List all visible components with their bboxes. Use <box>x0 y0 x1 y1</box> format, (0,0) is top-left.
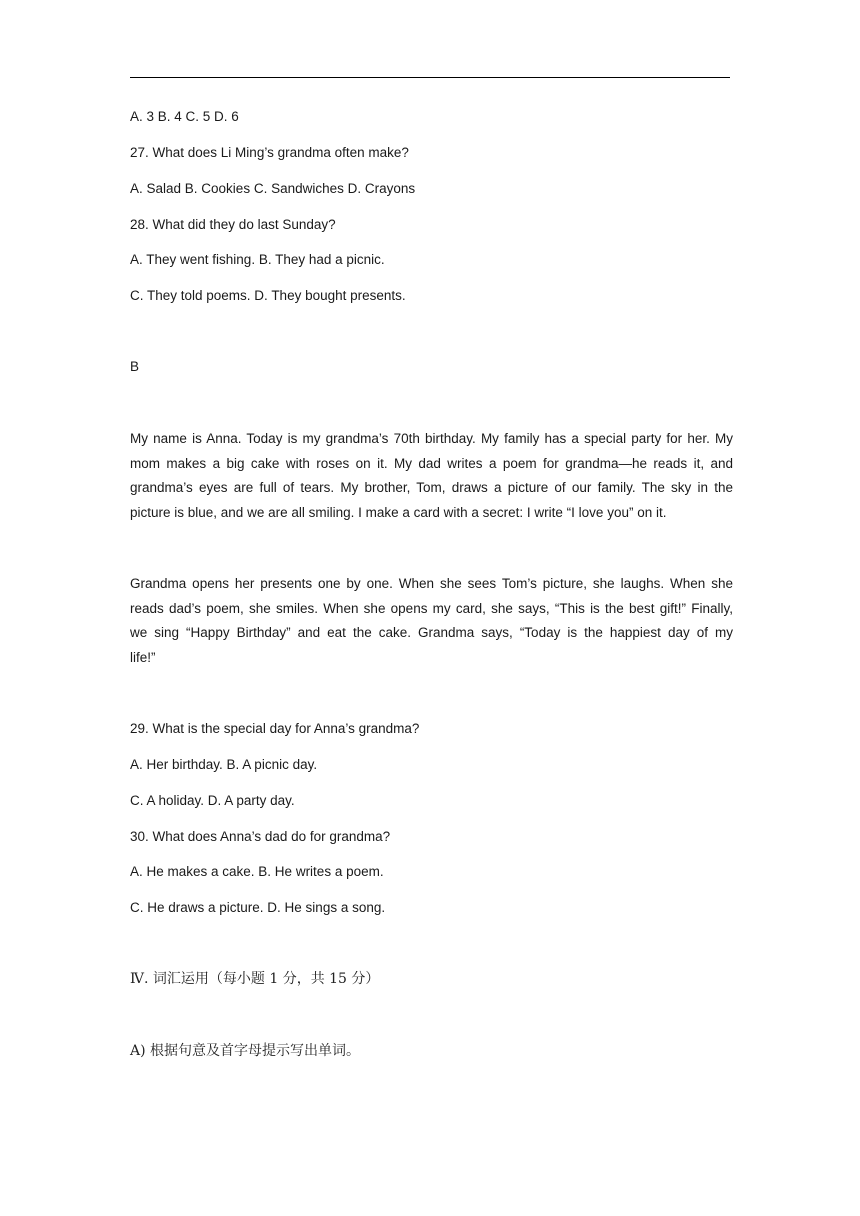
section-iv-heading: Ⅳ. 词汇运用（每小题 1 分，共 15 分） <box>130 971 380 987</box>
passage-b-paragraph-2 <box>130 572 733 670</box>
passage-line: reads dad’s poem, she smiles. When she opens my card, she says, “This is the best gift!” Finally, <box>130 600 733 616</box>
q26-options: A. 3 B. 4 C. 5 D. 6 <box>130 109 239 124</box>
q30-options-line2: C. He draws a picture. D. He sings a song. <box>130 900 386 915</box>
passage-line: we sing “Happy Birthday” and eat the cake. Grandma says, “Today is the happiest day of my <box>130 625 733 640</box>
q28-options-line1: A. They went fishing. B. They had a picnic. <box>130 252 385 267</box>
passage-line: life!” <box>130 649 156 665</box>
q28-question: 28. What did they do last Sunday? <box>130 217 336 232</box>
q29-options-line2: C. A holiday. D. A party day. <box>130 793 295 808</box>
passage-line: grandma’s eyes are full of tears. My brother, Tom, draws a picture of our family. The sky in the <box>130 480 733 495</box>
q29-options-line1: A. Her birthday. B. A picnic day. <box>130 757 318 772</box>
q30-options-line1: A. He makes a cake. B. He writes a poem. <box>130 864 384 879</box>
passage-line: My name is Anna. Today is my grandma’s 70th birthday. My family has a special party for her. My <box>130 431 733 446</box>
q27-options: A. Salad B. Cookies C. Sandwiches D. Crayons <box>130 181 416 196</box>
header-rule <box>130 77 730 78</box>
q28-options-line2: C. They told poems. D. They bought presents. <box>130 288 406 303</box>
section-b-label: B <box>130 359 140 374</box>
passage-line: mom makes a big cake with roses on it. My dad writes a poem for grandma—he reads it, and <box>130 455 733 471</box>
q27-question: 27. What does Li Ming’s grandma often make? <box>130 145 409 160</box>
q29-question: 29. What is the special day for Anna’s grandma? <box>130 721 420 736</box>
passage-b-paragraph-1 <box>130 427 733 525</box>
subsection-a-instruction: A) 根据句意及首字母提示写出单词。 <box>130 1043 361 1059</box>
passage-line: Grandma opens her presents one by one. When she sees Tom’s picture, she laughs. When she <box>130 576 733 591</box>
q30-question: 30. What does Anna’s dad do for grandma? <box>130 829 391 844</box>
passage-line: picture is blue, and we are all smiling. I make a card with a secret: I write “I love you” on it. <box>130 504 667 520</box>
